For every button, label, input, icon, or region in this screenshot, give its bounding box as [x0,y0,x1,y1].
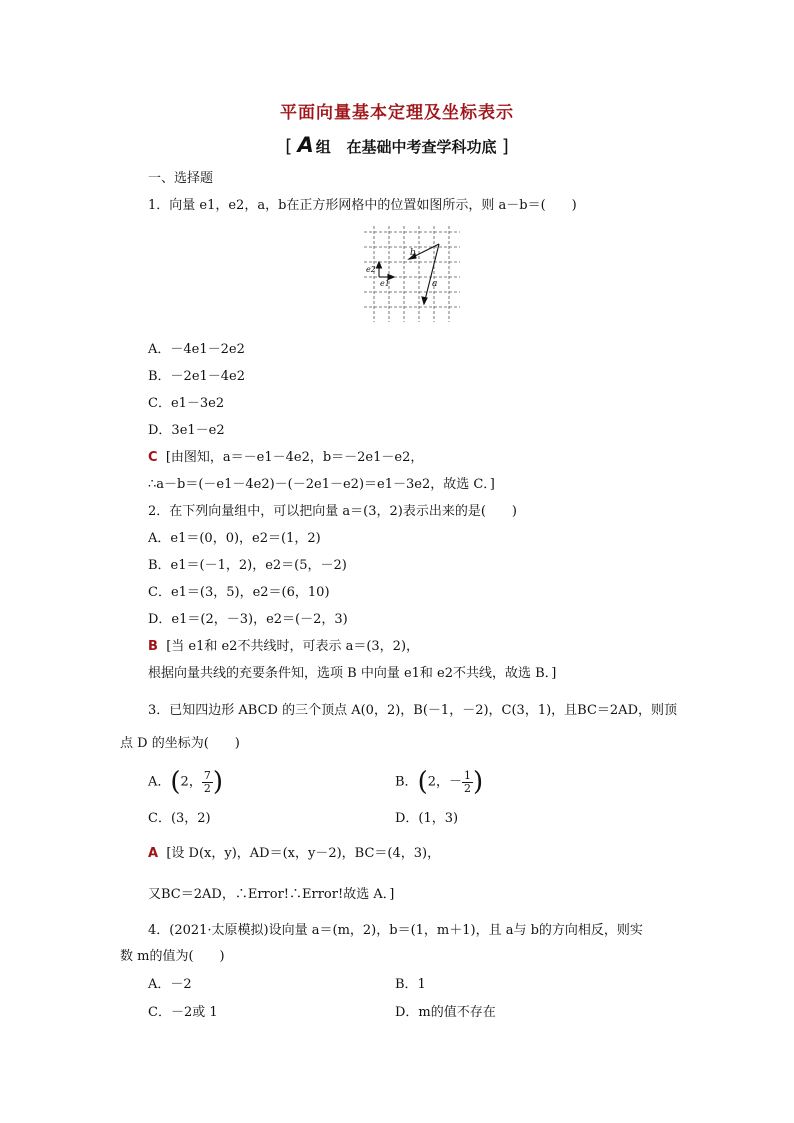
q3-answer-line1 [148,845,440,863]
q3-option-c: C．(3，2) [148,811,211,826]
q2-option-a: A．e1＝(0，0)，e2＝(1，2) [148,531,321,546]
q2-answer-line1 [148,638,419,656]
q3-option-d: D．(1，3) [395,811,459,826]
q3-option-a-num: 7 [203,768,211,782]
label-e1: e1 [380,279,390,288]
q2-answer-letter: B [148,639,158,654]
group-heading [0,133,794,157]
q3-answer-letter: A [148,846,159,861]
group-zu: 组 [315,138,331,156]
group-bracket-left: [ [285,136,293,157]
q2-answer-text1: [当 e1和 e2不共线时，可表示 a＝(3，2)， [166,639,420,654]
q1-option-b: B．－2e1－4e2 [148,369,246,384]
q2-option-b: B．e1＝(－1，2)，e2＝(5，－2) [148,558,347,573]
label-a: a [432,279,438,289]
q3-option-b-num: 1 [464,768,471,782]
q3-stem-line2: 点 D 的坐标为( ) [120,736,240,751]
q2-option-d: D．e1＝(2，－3)，e2＝(－2，3) [148,612,348,627]
q2-option-c: C．e1＝(3，5)，e2＝(6，10) [148,585,330,600]
page-title: 平面向量基本定理及坐标表示 [280,103,514,123]
q3-option-b-fraction [462,770,473,795]
q3-option-b-int: 2，－ [427,774,462,790]
q4-option-a: A．－2 [148,977,192,992]
q4-option-c: C．－2或 1 [148,1005,218,1020]
q3-option-a-fraction [202,770,213,795]
label-b: b [410,248,416,258]
group-bracket-right: ] [501,136,509,157]
vector-a [424,244,439,304]
q1-answer-line1 [148,449,423,467]
grid-lines [364,226,460,322]
label-e2: e2 [366,265,376,274]
q3-option-a-int: 2， [180,774,202,790]
q3-answer-text1: [设 D(x，y)，AD＝(x，y－2)，BC＝(4，3)， [166,846,441,861]
q1-stem: 1．向量 e1，e2，a，b在正方形网格中的位置如图所示，则 a－b＝( ) [148,198,577,213]
group-letter: A [297,133,314,157]
q1-answer-letter: C [148,450,158,465]
vector-a-arrowhead [422,297,427,304]
q3-answer-line2: 又BC＝2AD，∴Error!∴Error!故选 A．] [148,887,395,902]
q3-option-b: B．(2，－ $\frac{1}{2}$ ) [395,767,484,797]
q3-option-a-den: 2 [203,781,211,795]
q1-option-a: A．－4e1－2e2 [148,342,245,357]
q2-stem: 2．在下列向量组中，可以把向量 a＝(3，2)表示出来的是( ) [148,504,517,519]
q3-option-b-den: 2 [464,781,471,795]
q3-option-b-prefix: B． [395,774,418,790]
grid-figure [360,224,462,324]
q4-option-b: B．1 [395,977,426,992]
q4-option-d: D．m的值不存在 [395,1005,496,1020]
q3-stem-line1: 3．已知四边形 ABCD 的三个顶点 A(0，2)，B(－1，－2)，C(3，1)，且BC＝2AD，则顶 [148,703,677,718]
q3-option-a-prefix: A． [148,774,171,790]
q1-answer-line2: ∴a－b＝(－e1－4e2)－(－2e1－e2)＝e1－3e2，故选 C．] [148,477,495,492]
q4-stem-line1: 4．(2021·太原模拟)设向量 a＝(m，2)，b＝(1，m＋1)，且 a与 b的方向相反，则实 [148,923,643,938]
vector-e2-arrowhead [377,262,382,268]
q4-stem-line2: 数 m的值为( ) [120,949,225,964]
q1-option-c: C．e1－3e2 [148,396,225,411]
q1-answer-text1: [由图知，a＝－e1－4e2，b＝－2e1－e2， [165,450,424,465]
q3-option-a: A．(2， $\frac{7}{2}$ ) [148,767,223,797]
section-heading: 一、选择题 [148,171,214,186]
group-text: 在基础中考查学科功底 [346,138,497,156]
q1-option-d: D．3e1－e2 [148,423,225,438]
q2-answer-line2: 根据向量共线的充要条件知，选项 B 中向量 e1和 e2不共线，故选 B．] [148,666,557,681]
